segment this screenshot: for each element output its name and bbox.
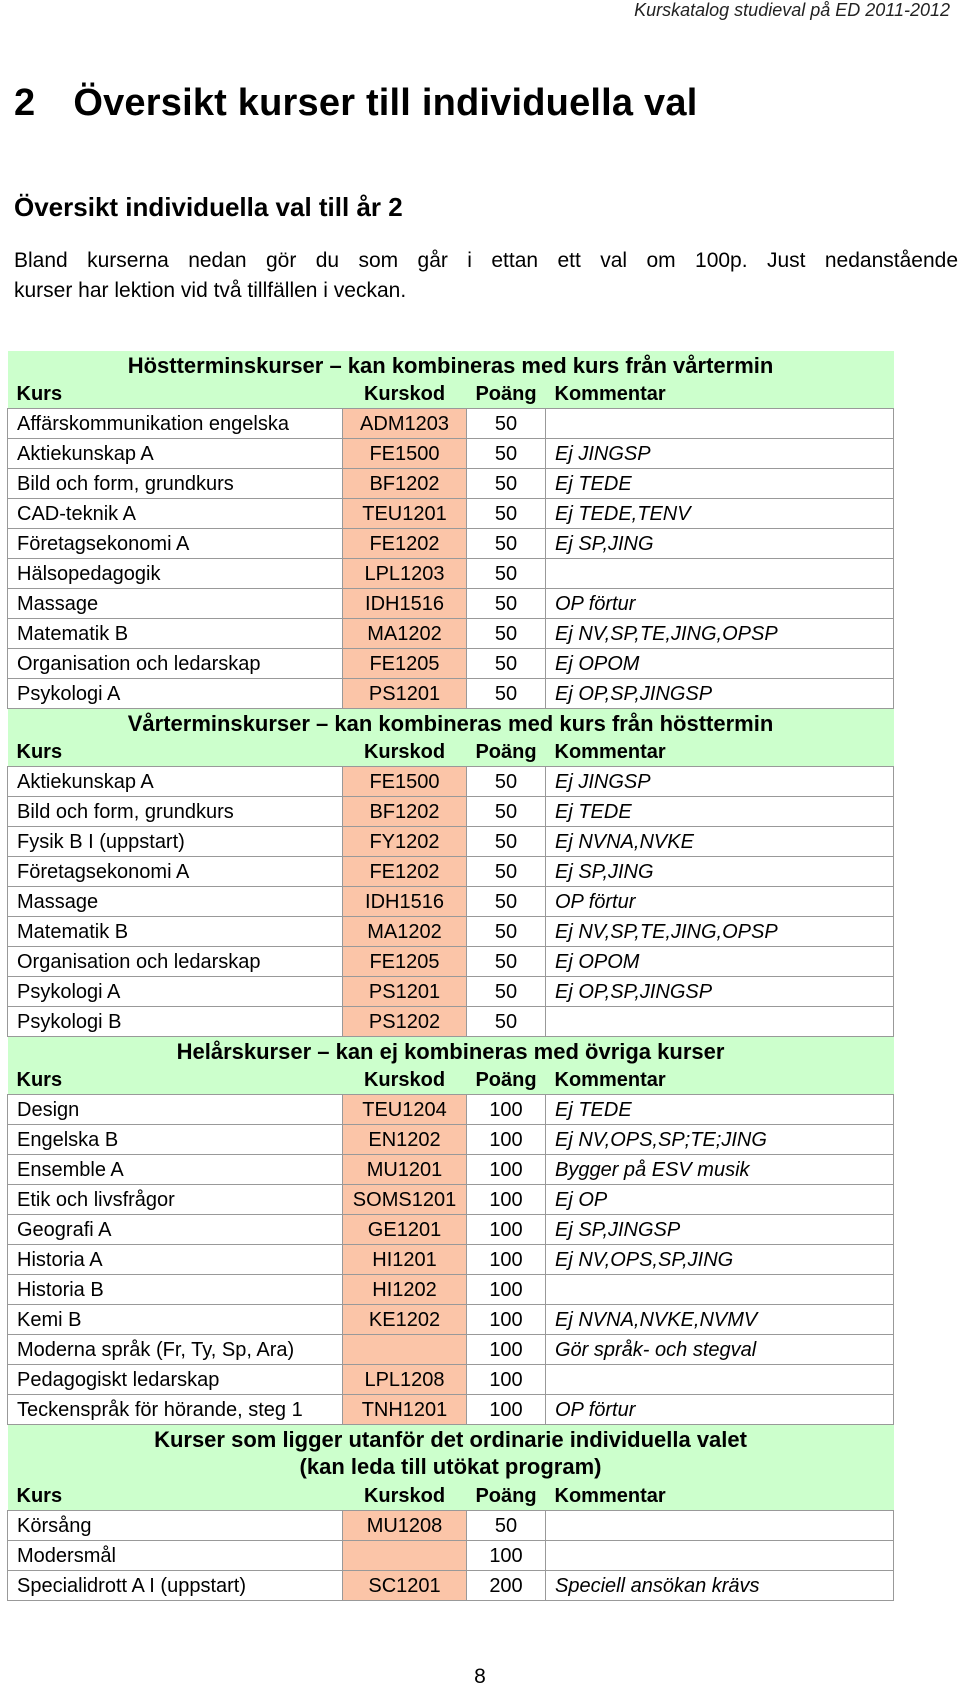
cell-course: Teckenspråk för hörande, steg 1: [8, 1395, 343, 1425]
cell-comment: Speciell ansökan krävs: [546, 1571, 894, 1601]
cell-points: 100: [467, 1215, 546, 1245]
chapter-number: 2: [14, 82, 36, 124]
cell-code: FE1500: [343, 767, 467, 797]
table-row: [8, 827, 894, 857]
cell-course: Design: [8, 1095, 343, 1125]
table-row: [8, 917, 894, 947]
cell-points: 50: [467, 1511, 546, 1541]
table-row: [8, 947, 894, 977]
cell-points: 50: [467, 469, 546, 499]
table-row: [8, 977, 894, 1007]
cell-comment: Ej OP,SP,JINGSP: [546, 977, 894, 1007]
cell-code: MU1208: [343, 1511, 467, 1541]
cell-points: 100: [467, 1275, 546, 1305]
cell-course: Bild och form, grundkurs: [8, 469, 343, 499]
table-row: [8, 1335, 894, 1365]
section-title-line: Kurser som ligger utanför det ordinarie individuella valet: [154, 1427, 747, 1452]
cell-comment: Ej JINGSP: [546, 767, 894, 797]
intro-line-1: Bland kurserna nedan gör du som går i ettan ett val om 100p. Just nedanstående: [14, 249, 958, 272]
section-title-row: [8, 351, 894, 379]
column-header-points: Poäng: [467, 1065, 546, 1095]
cell-code: FE1205: [343, 947, 467, 977]
cell-comment: [546, 1365, 894, 1395]
cell-comment: Bygger på ESV musik: [546, 1155, 894, 1185]
cell-points: 100: [467, 1305, 546, 1335]
cell-course: Historia B: [8, 1275, 343, 1305]
cell-points: 100: [467, 1155, 546, 1185]
course-table-body: [8, 351, 894, 1601]
column-header-comment: Kommentar: [546, 1065, 894, 1095]
cell-course: Historia A: [8, 1245, 343, 1275]
table-row: [8, 649, 894, 679]
intro-paragraph: [14, 246, 958, 306]
page-number: 8: [474, 1665, 486, 1688]
cell-comment: Gör språk- och stegval: [546, 1335, 894, 1365]
cell-comment: OP förtur: [546, 589, 894, 619]
cell-code: LPL1208: [343, 1365, 467, 1395]
column-header-comment: Kommentar: [546, 1481, 894, 1511]
section-title-line: Höstterminskurser – kan kombineras med kurs från vårtermin: [127, 352, 774, 378]
cell-comment: Ej NVNA,NVKE,NVMV: [546, 1305, 894, 1335]
cell-comment: Ej NV,SP,TE,JING,OPSP: [546, 619, 894, 649]
cell-course: Ensemble A: [8, 1155, 343, 1185]
cell-code: FE1500: [343, 439, 467, 469]
column-header-points: Poäng: [467, 1481, 546, 1511]
cell-points: 200: [467, 1571, 546, 1601]
section-title-row: [8, 1037, 894, 1066]
column-header-course: Kurs: [8, 1065, 343, 1095]
cell-course: Specialidrott A I (uppstart): [8, 1571, 343, 1601]
cell-points: 100: [467, 1541, 546, 1571]
table-row: [8, 887, 894, 917]
cell-course: Massage: [8, 887, 343, 917]
column-header-row: [8, 379, 894, 409]
section-title-row: [8, 1425, 894, 1482]
cell-course: CAD-teknik A: [8, 499, 343, 529]
cell-comment: [546, 1541, 894, 1571]
section-title-line: Vårterminskurser – kan kombineras med kurs från hösttermin: [127, 710, 774, 736]
cell-points: 50: [467, 917, 546, 947]
chapter-heading: [14, 82, 697, 125]
cell-code: MA1202: [343, 917, 467, 947]
cell-comment: Ej NV,SP,TE,JING,OPSP: [546, 917, 894, 947]
table-row: [8, 1571, 894, 1601]
cell-points: 100: [467, 1365, 546, 1395]
table-row: [8, 589, 894, 619]
table-row: [8, 679, 894, 709]
table-row: [8, 1365, 894, 1395]
cell-points: 50: [467, 947, 546, 977]
table-row: [8, 619, 894, 649]
cell-points: 50: [467, 977, 546, 1007]
column-header-course: Kurs: [8, 737, 343, 767]
cell-course: Bild och form, grundkurs: [8, 797, 343, 827]
cell-course: Modersmål: [8, 1541, 343, 1571]
table-row: [8, 1007, 894, 1037]
column-header-row: [8, 1481, 894, 1511]
cell-comment: Ej OPOM: [546, 947, 894, 977]
course-table: [7, 351, 894, 1601]
table-row: [8, 1275, 894, 1305]
column-header-course: Kurs: [8, 1481, 343, 1511]
cell-points: 50: [467, 767, 546, 797]
cell-points: 50: [467, 439, 546, 469]
cell-code: TNH1201: [343, 1395, 467, 1425]
table-row: [8, 767, 894, 797]
column-header-code: Kurskod: [343, 1065, 467, 1095]
cell-comment: Ej TEDE: [546, 797, 894, 827]
cell-course: Moderna språk (Fr, Ty, Sp, Ara): [8, 1335, 343, 1365]
cell-code: KE1202: [343, 1305, 467, 1335]
cell-points: 50: [467, 797, 546, 827]
cell-comment: Ej NV,OPS,SP,JING: [546, 1245, 894, 1275]
cell-course: Organisation och ledarskap: [8, 947, 343, 977]
cell-course: Hälsopedagogik: [8, 559, 343, 589]
cell-comment: Ej OP,SP,JINGSP: [546, 679, 894, 709]
section-heading: Översikt individuella val till år 2: [14, 192, 403, 222]
cell-comment: [546, 1275, 894, 1305]
cell-code: FE1205: [343, 649, 467, 679]
cell-course: Aktiekunskap A: [8, 439, 343, 469]
cell-points: 100: [467, 1395, 546, 1425]
cell-points: 50: [467, 649, 546, 679]
cell-course: Företagsekonomi A: [8, 857, 343, 887]
column-header-code: Kurskod: [343, 1481, 467, 1511]
cell-comment: [546, 409, 894, 439]
cell-comment: [546, 1007, 894, 1037]
cell-code: ADM1203: [343, 409, 467, 439]
cell-course: Massage: [8, 589, 343, 619]
cell-code: FE1202: [343, 857, 467, 887]
table-row: [8, 1511, 894, 1541]
column-header-points: Poäng: [467, 737, 546, 767]
cell-comment: Ej SP,JING: [546, 529, 894, 559]
cell-code: HI1202: [343, 1275, 467, 1305]
cell-code: PS1201: [343, 977, 467, 1007]
cell-comment: Ej NVNA,NVKE: [546, 827, 894, 857]
cell-points: 50: [467, 589, 546, 619]
cell-course: Företagsekonomi A: [8, 529, 343, 559]
cell-code: IDH1516: [343, 887, 467, 917]
table-row: [8, 1095, 894, 1125]
cell-points: 100: [467, 1245, 546, 1275]
cell-course: Matematik B: [8, 917, 343, 947]
table-row: [8, 499, 894, 529]
cell-course: Engelska B: [8, 1125, 343, 1155]
column-header-row: [8, 1065, 894, 1095]
section-title-line: (kan leda till utökat program): [299, 1454, 602, 1479]
cell-course: Psykologi B: [8, 1007, 343, 1037]
cell-code: TEU1201: [343, 499, 467, 529]
table-row: [8, 559, 894, 589]
cell-code: BF1202: [343, 797, 467, 827]
cell-points: 50: [467, 559, 546, 589]
cell-code: LPL1203: [343, 559, 467, 589]
cell-points: 50: [467, 529, 546, 559]
intro-line-2: kurser har lektion vid två tillfällen i veckan.: [14, 279, 407, 302]
cell-code: FE1202: [343, 529, 467, 559]
table-row: [8, 1125, 894, 1155]
cell-course: Aktiekunskap A: [8, 767, 343, 797]
cell-course: Psykologi A: [8, 679, 343, 709]
cell-code: EN1202: [343, 1125, 467, 1155]
cell-course: Körsång: [8, 1511, 343, 1541]
section-title: [8, 1425, 894, 1482]
cell-comment: Ej OPOM: [546, 649, 894, 679]
table-row: [8, 529, 894, 559]
table-row: [8, 1305, 894, 1335]
cell-code: GE1201: [343, 1215, 467, 1245]
cell-points: 50: [467, 857, 546, 887]
column-header-course: Kurs: [8, 379, 343, 409]
column-header-comment: Kommentar: [546, 737, 894, 767]
cell-code: MU1201: [343, 1155, 467, 1185]
cell-comment: OP förtur: [546, 1395, 894, 1425]
cell-course: Fysik B I (uppstart): [8, 827, 343, 857]
cell-comment: [546, 1511, 894, 1541]
cell-code: PS1201: [343, 679, 467, 709]
cell-points: 50: [467, 499, 546, 529]
table-row: [8, 1395, 894, 1425]
cell-points: 100: [467, 1335, 546, 1365]
cell-code: SC1201: [343, 1571, 467, 1601]
cell-comment: Ej SP,JING: [546, 857, 894, 887]
cell-code: BF1202: [343, 469, 467, 499]
cell-course: Kemi B: [8, 1305, 343, 1335]
section-title: [8, 351, 894, 379]
table-row: [8, 1541, 894, 1571]
cell-comment: Ej OP: [546, 1185, 894, 1215]
section-title-row: [8, 709, 894, 738]
cell-comment: OP förtur: [546, 887, 894, 917]
cell-code: MA1202: [343, 619, 467, 649]
cell-points: 50: [467, 1007, 546, 1037]
table-row: [8, 409, 894, 439]
cell-comment: Ej SP,JINGSP: [546, 1215, 894, 1245]
cell-course: Matematik B: [8, 619, 343, 649]
cell-code: HI1201: [343, 1245, 467, 1275]
chapter-title: Översikt kurser till individuella val: [73, 82, 698, 124]
cell-points: 100: [467, 1185, 546, 1215]
section-title: [8, 709, 894, 738]
column-header-comment: Kommentar: [546, 379, 894, 409]
cell-points: 50: [467, 409, 546, 439]
cell-code: [343, 1541, 467, 1571]
table-row: [8, 1215, 894, 1245]
table-row: [8, 1185, 894, 1215]
cell-code: SOMS1201: [343, 1185, 467, 1215]
section-title: [8, 1037, 894, 1066]
cell-code: [343, 1335, 467, 1365]
column-header-points: Poäng: [467, 379, 546, 409]
column-header-code: Kurskod: [343, 379, 467, 409]
cell-points: 100: [467, 1095, 546, 1125]
cell-comment: Ej TEDE: [546, 1095, 894, 1125]
running-header: Kurskatalog studieval på ED 2011-2012: [634, 0, 950, 20]
cell-code: IDH1516: [343, 589, 467, 619]
section-title-line: Helårskurser – kan ej kombineras med övriga kurser: [176, 1038, 725, 1064]
cell-course: Organisation och ledarskap: [8, 649, 343, 679]
cell-course: Pedagogiskt ledarskap: [8, 1365, 343, 1395]
table-row: [8, 439, 894, 469]
cell-points: 50: [467, 887, 546, 917]
cell-code: TEU1204: [343, 1095, 467, 1125]
cell-points: 50: [467, 827, 546, 857]
cell-comment: Ej NV,OPS,SP;TE;JING: [546, 1125, 894, 1155]
column-header-code: Kurskod: [343, 737, 467, 767]
table-row: [8, 797, 894, 827]
cell-course: Geografi A: [8, 1215, 343, 1245]
cell-comment: Ej JINGSP: [546, 439, 894, 469]
cell-points: 100: [467, 1125, 546, 1155]
table-row: [8, 1245, 894, 1275]
cell-comment: Ej TEDE,TENV: [546, 499, 894, 529]
table-row: [8, 1155, 894, 1185]
cell-course: Psykologi A: [8, 977, 343, 1007]
cell-course: Affärskommunikation engelska: [8, 409, 343, 439]
cell-points: 50: [467, 679, 546, 709]
cell-course: Etik och livsfrågor: [8, 1185, 343, 1215]
cell-comment: Ej TEDE: [546, 469, 894, 499]
cell-points: 50: [467, 619, 546, 649]
table-row: [8, 469, 894, 499]
table-row: [8, 857, 894, 887]
column-header-row: [8, 737, 894, 767]
cell-code: FY1202: [343, 827, 467, 857]
cell-comment: [546, 559, 894, 589]
cell-code: PS1202: [343, 1007, 467, 1037]
